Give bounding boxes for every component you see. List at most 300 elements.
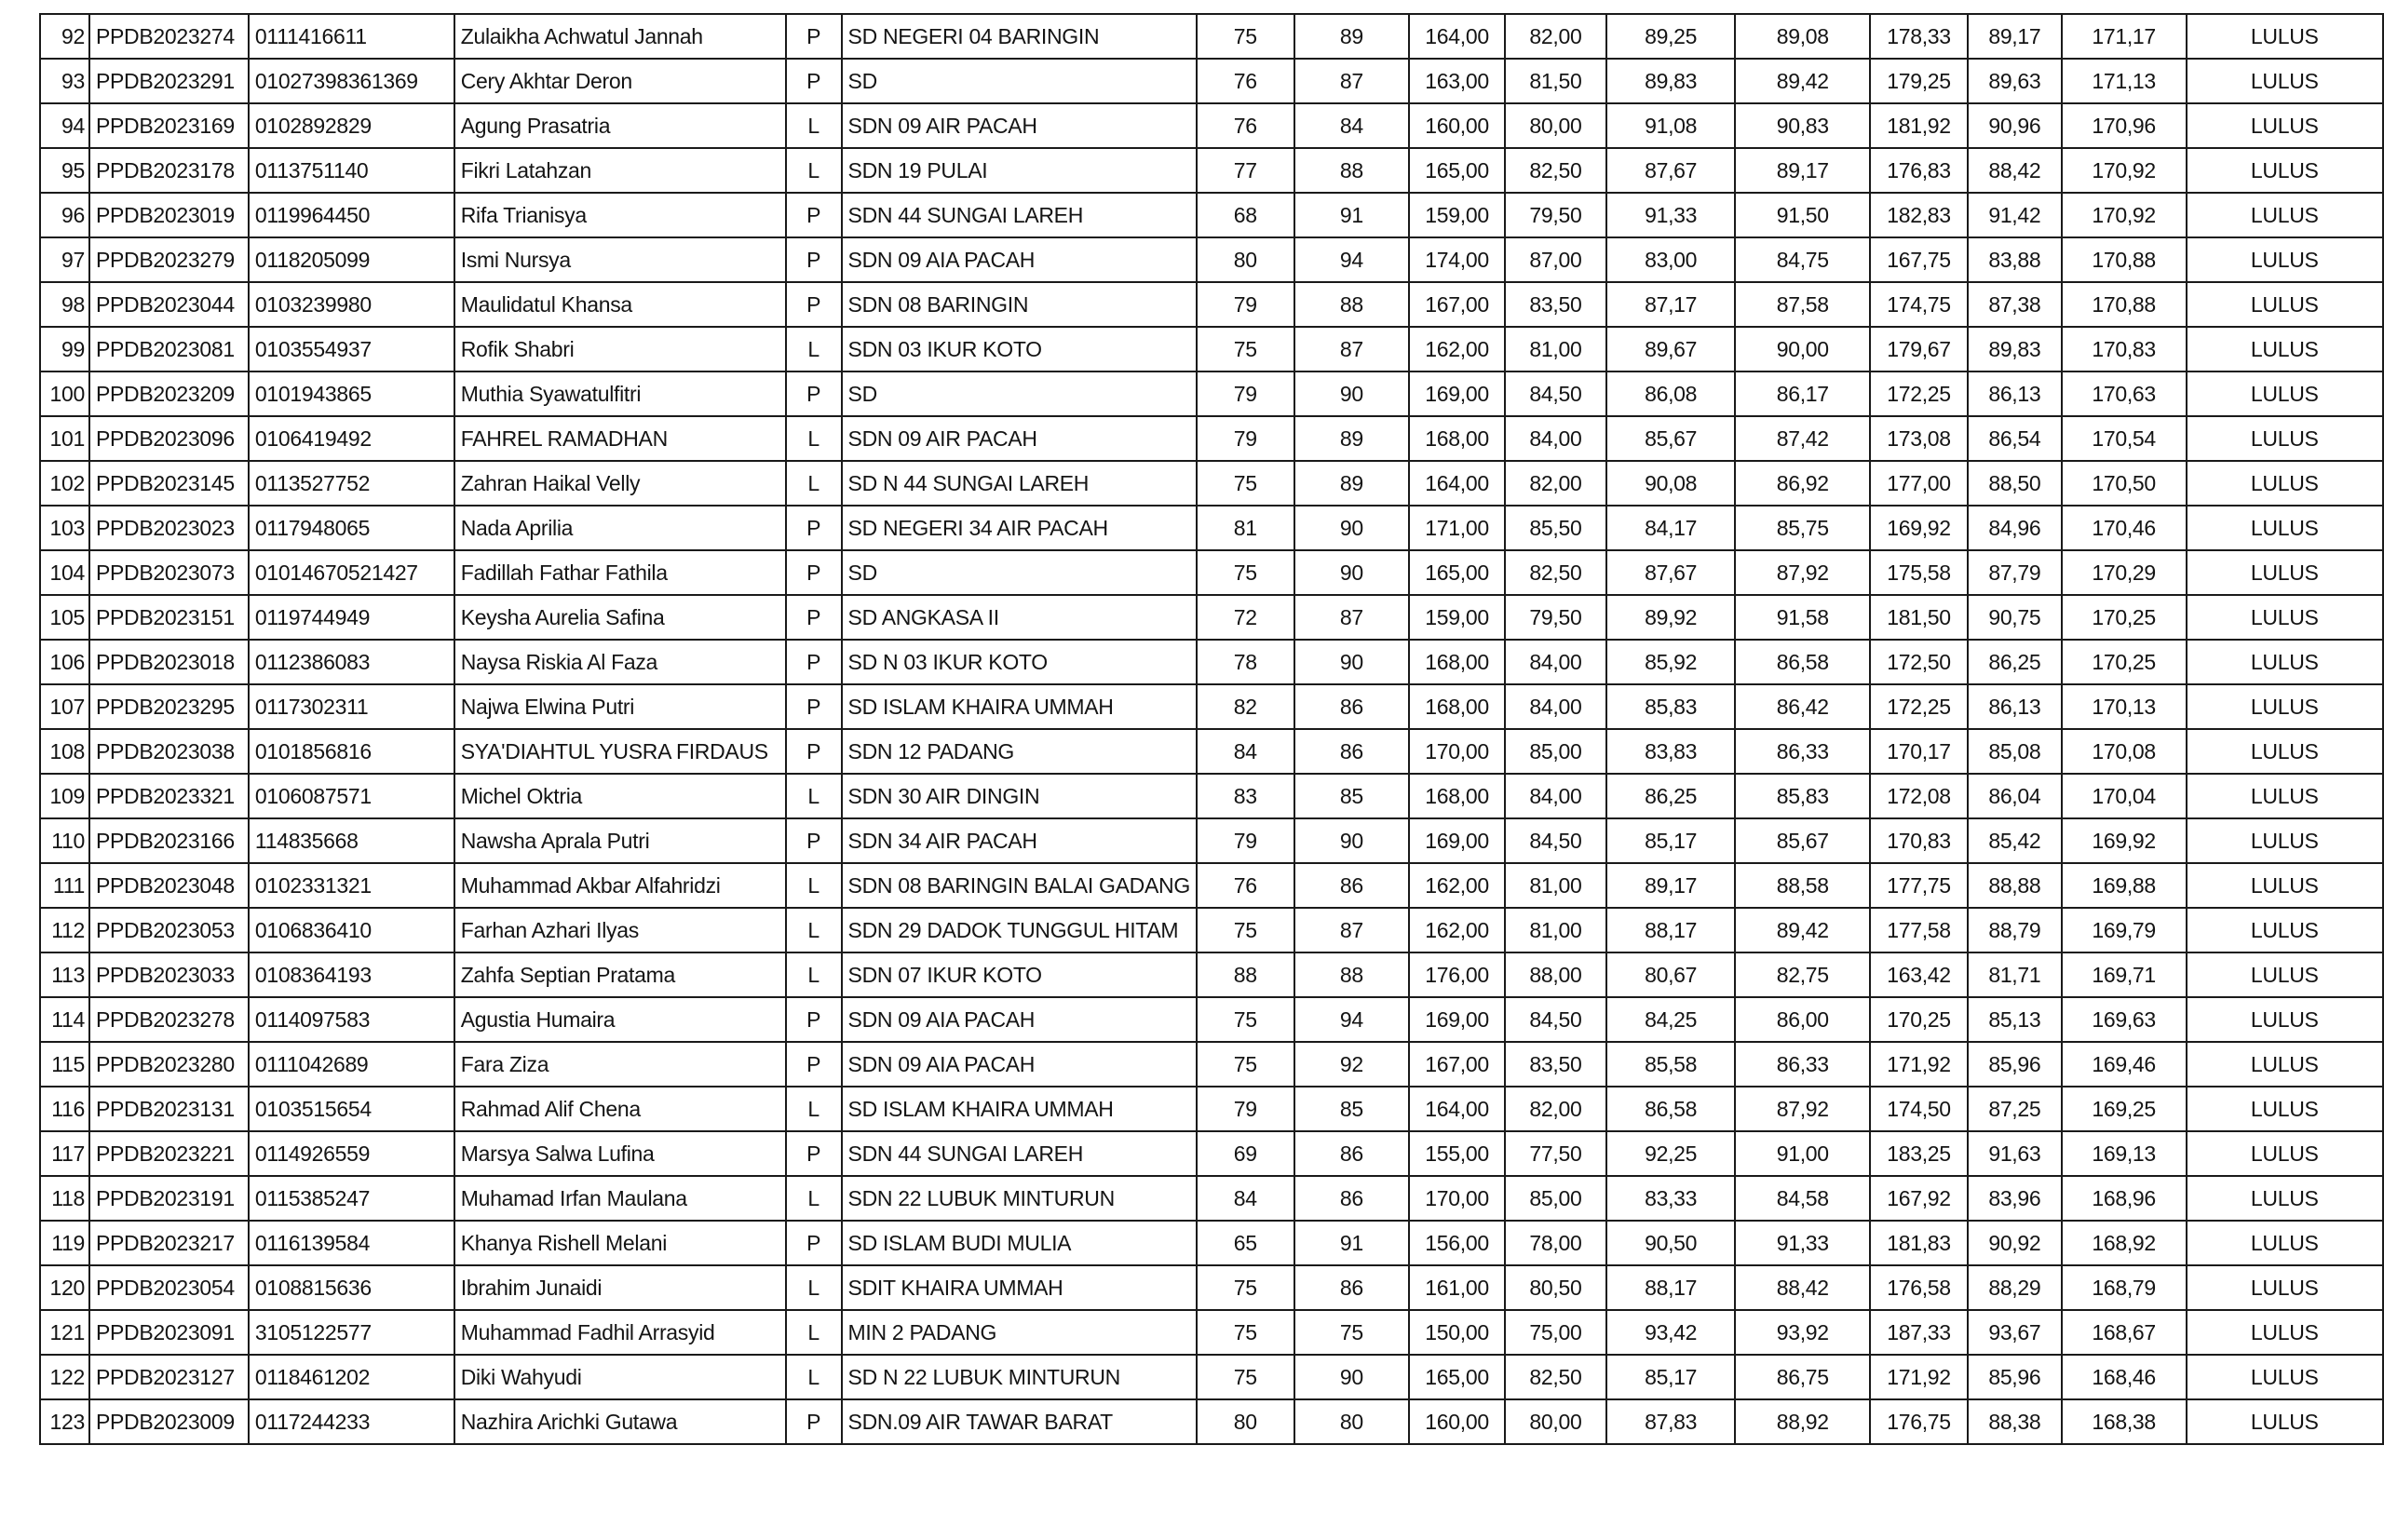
score-3-cell: 89,25 — [1606, 14, 1736, 59]
score-1-cell: 88 — [1197, 952, 1294, 997]
registration-id-cell: PPDB2023169 — [89, 103, 249, 148]
score-total-2-cell: 183,25 — [1870, 1131, 1968, 1176]
registration-id-cell: PPDB2023096 — [89, 416, 249, 461]
table-row — [40, 237, 2383, 282]
registration-id-cell: PPDB2023019 — [89, 193, 249, 237]
student-name-cell: Diki Wahyudi — [454, 1355, 786, 1399]
final-score-cell: 170,04 — [2062, 774, 2187, 818]
score-total-1-cell: 168,00 — [1409, 640, 1505, 684]
nisn-cell: 0117244233 — [249, 1399, 454, 1444]
registration-id-cell: PPDB2023295 — [89, 684, 249, 729]
score-2-cell: 94 — [1294, 997, 1410, 1042]
score-total-2-cell: 169,92 — [1870, 506, 1968, 550]
table-row — [40, 774, 2383, 818]
origin-school-cell: SDN 08 BARINGIN BALAI GADANG — [842, 863, 1197, 908]
score-total-2-cell: 172,08 — [1870, 774, 1968, 818]
score-total-2-cell: 177,00 — [1870, 461, 1968, 506]
gender-cell: P — [786, 550, 842, 595]
gender-cell: P — [786, 997, 842, 1042]
table-row — [40, 1399, 2383, 1444]
score-2-cell: 86 — [1294, 1265, 1410, 1310]
status-cell: LULUS — [2187, 774, 2383, 818]
score-average-1-cell: 82,50 — [1505, 1355, 1606, 1399]
score-average-2-cell: 90,96 — [1968, 103, 2062, 148]
registration-id-cell: PPDB2023278 — [89, 997, 249, 1042]
student-name-cell: Marsya Salwa Lufina — [454, 1131, 786, 1176]
score-4-cell: 86,17 — [1735, 371, 1870, 416]
nisn-cell: 114835668 — [249, 818, 454, 863]
nisn-cell: 0119964450 — [249, 193, 454, 237]
score-total-2-cell: 170,17 — [1870, 729, 1968, 774]
score-total-2-cell: 167,92 — [1870, 1176, 1968, 1221]
score-4-cell: 89,42 — [1735, 908, 1870, 952]
score-average-2-cell: 88,29 — [1968, 1265, 2062, 1310]
score-total-1-cell: 170,00 — [1409, 729, 1505, 774]
score-4-cell: 85,83 — [1735, 774, 1870, 818]
score-total-2-cell: 179,25 — [1870, 59, 1968, 103]
student-name-cell: Farhan Azhari Ilyas — [454, 908, 786, 952]
origin-school-cell: SD ISLAM KHAIRA UMMAH — [842, 684, 1197, 729]
score-average-2-cell: 85,96 — [1968, 1042, 2062, 1087]
score-average-1-cell: 80,00 — [1505, 103, 1606, 148]
score-3-cell: 89,17 — [1606, 863, 1736, 908]
score-total-1-cell: 171,00 — [1409, 506, 1505, 550]
gender-cell: P — [786, 818, 842, 863]
score-average-1-cell: 81,00 — [1505, 908, 1606, 952]
nisn-cell: 0101856816 — [249, 729, 454, 774]
score-average-2-cell: 91,63 — [1968, 1131, 2062, 1176]
score-1-cell: 76 — [1197, 103, 1294, 148]
score-3-cell: 83,33 — [1606, 1176, 1736, 1221]
score-total-1-cell: 162,00 — [1409, 908, 1505, 952]
score-total-1-cell: 150,00 — [1409, 1310, 1505, 1355]
score-1-cell: 75 — [1197, 1310, 1294, 1355]
gender-cell: P — [786, 14, 842, 59]
row-number-cell: 93 — [40, 59, 89, 103]
origin-school-cell: SDN 22 LUBUK MINTURUN — [842, 1176, 1197, 1221]
gender-cell: L — [786, 461, 842, 506]
table-row — [40, 1221, 2383, 1265]
status-cell: LULUS — [2187, 237, 2383, 282]
student-name-cell: Maulidatul Khansa — [454, 282, 786, 327]
student-name-cell: Michel Oktria — [454, 774, 786, 818]
registration-id-cell: PPDB2023091 — [89, 1310, 249, 1355]
score-average-1-cell: 82,50 — [1505, 148, 1606, 193]
score-total-2-cell: 170,83 — [1870, 818, 1968, 863]
status-cell: LULUS — [2187, 1355, 2383, 1399]
score-3-cell: 85,17 — [1606, 1355, 1736, 1399]
row-number-cell: 109 — [40, 774, 89, 818]
registration-id-cell: PPDB2023033 — [89, 952, 249, 997]
score-4-cell: 86,58 — [1735, 640, 1870, 684]
final-score-cell: 170,96 — [2062, 103, 2187, 148]
score-3-cell: 85,83 — [1606, 684, 1736, 729]
table-row — [40, 416, 2383, 461]
registration-id-cell: PPDB2023166 — [89, 818, 249, 863]
score-total-2-cell: 187,33 — [1870, 1310, 1968, 1355]
student-name-cell: Rifa Trianisya — [454, 193, 786, 237]
score-total-1-cell: 163,00 — [1409, 59, 1505, 103]
score-1-cell: 76 — [1197, 863, 1294, 908]
origin-school-cell: SDN 07 IKUR KOTO — [842, 952, 1197, 997]
registration-id-cell: PPDB2023151 — [89, 595, 249, 640]
student-name-cell: Agung Prasatria — [454, 103, 786, 148]
origin-school-cell: SDN 12 PADANG — [842, 729, 1197, 774]
row-number-cell: 98 — [40, 282, 89, 327]
score-1-cell: 79 — [1197, 818, 1294, 863]
score-total-2-cell: 172,25 — [1870, 371, 1968, 416]
score-2-cell: 90 — [1294, 371, 1410, 416]
score-2-cell: 90 — [1294, 550, 1410, 595]
score-1-cell: 76 — [1197, 59, 1294, 103]
final-score-cell: 170,08 — [2062, 729, 2187, 774]
final-score-cell: 171,17 — [2062, 14, 2187, 59]
score-total-1-cell: 155,00 — [1409, 1131, 1505, 1176]
score-average-2-cell: 88,50 — [1968, 461, 2062, 506]
gender-cell: L — [786, 1310, 842, 1355]
origin-school-cell: SDN 30 AIR DINGIN — [842, 774, 1197, 818]
row-number-cell: 117 — [40, 1131, 89, 1176]
score-3-cell: 87,83 — [1606, 1399, 1736, 1444]
table-row — [40, 1131, 2383, 1176]
status-cell: LULUS — [2187, 550, 2383, 595]
final-score-cell: 170,83 — [2062, 327, 2187, 371]
nisn-cell: 0114097583 — [249, 997, 454, 1042]
student-name-cell: Najwa Elwina Putri — [454, 684, 786, 729]
score-average-2-cell: 87,38 — [1968, 282, 2062, 327]
row-number-cell: 106 — [40, 640, 89, 684]
final-score-cell: 169,46 — [2062, 1042, 2187, 1087]
row-number-cell: 92 — [40, 14, 89, 59]
status-cell: LULUS — [2187, 14, 2383, 59]
student-name-cell: Ismi Nursya — [454, 237, 786, 282]
score-average-1-cell: 82,00 — [1505, 14, 1606, 59]
score-total-2-cell: 181,92 — [1870, 103, 1968, 148]
score-total-2-cell: 174,75 — [1870, 282, 1968, 327]
gender-cell: P — [786, 640, 842, 684]
score-1-cell: 65 — [1197, 1221, 1294, 1265]
row-number-cell: 95 — [40, 148, 89, 193]
score-average-2-cell: 85,96 — [1968, 1355, 2062, 1399]
registration-id-cell: PPDB2023048 — [89, 863, 249, 908]
score-average-1-cell: 87,00 — [1505, 237, 1606, 282]
score-1-cell: 79 — [1197, 1087, 1294, 1131]
student-name-cell: Zulaikha Achwatul Jannah — [454, 14, 786, 59]
student-name-cell: Muthia Syawatulfitri — [454, 371, 786, 416]
registration-id-cell: PPDB2023009 — [89, 1399, 249, 1444]
score-3-cell: 85,17 — [1606, 818, 1736, 863]
score-average-1-cell: 84,50 — [1505, 997, 1606, 1042]
registration-id-cell: PPDB2023274 — [89, 14, 249, 59]
score-total-1-cell: 169,00 — [1409, 371, 1505, 416]
registration-id-cell: PPDB2023023 — [89, 506, 249, 550]
score-total-1-cell: 165,00 — [1409, 148, 1505, 193]
score-average-1-cell: 82,00 — [1505, 461, 1606, 506]
student-name-cell: Fadillah Fathar Fathila — [454, 550, 786, 595]
score-1-cell: 75 — [1197, 1042, 1294, 1087]
score-average-2-cell: 88,42 — [1968, 148, 2062, 193]
score-total-1-cell: 170,00 — [1409, 1176, 1505, 1221]
score-average-2-cell: 93,67 — [1968, 1310, 2062, 1355]
score-average-1-cell: 84,00 — [1505, 640, 1606, 684]
score-4-cell: 84,75 — [1735, 237, 1870, 282]
score-total-2-cell: 181,50 — [1870, 595, 1968, 640]
registration-id-cell: PPDB2023131 — [89, 1087, 249, 1131]
nisn-cell: 0113527752 — [249, 461, 454, 506]
score-2-cell: 84 — [1294, 103, 1410, 148]
final-score-cell: 170,88 — [2062, 237, 2187, 282]
score-2-cell: 91 — [1294, 193, 1410, 237]
score-1-cell: 75 — [1197, 1265, 1294, 1310]
score-1-cell: 75 — [1197, 997, 1294, 1042]
final-score-cell: 170,88 — [2062, 282, 2187, 327]
score-average-1-cell: 83,50 — [1505, 1042, 1606, 1087]
score-total-2-cell: 170,25 — [1870, 997, 1968, 1042]
nisn-cell: 0102892829 — [249, 103, 454, 148]
registration-id-cell: PPDB2023053 — [89, 908, 249, 952]
final-score-cell: 168,67 — [2062, 1310, 2187, 1355]
gender-cell: L — [786, 952, 842, 997]
score-4-cell: 84,58 — [1735, 1176, 1870, 1221]
score-2-cell: 89 — [1294, 461, 1410, 506]
score-average-2-cell: 88,88 — [1968, 863, 2062, 908]
score-2-cell: 88 — [1294, 952, 1410, 997]
score-1-cell: 80 — [1197, 1399, 1294, 1444]
score-2-cell: 89 — [1294, 416, 1410, 461]
origin-school-cell: SDN 09 AIA PACAH — [842, 237, 1197, 282]
row-number-cell: 107 — [40, 684, 89, 729]
gender-cell: P — [786, 684, 842, 729]
score-4-cell: 86,33 — [1735, 729, 1870, 774]
student-name-cell: Fara Ziza — [454, 1042, 786, 1087]
row-number-cell: 99 — [40, 327, 89, 371]
score-total-2-cell: 176,58 — [1870, 1265, 1968, 1310]
gender-cell: P — [786, 1221, 842, 1265]
score-4-cell: 91,50 — [1735, 193, 1870, 237]
nisn-cell: 0115385247 — [249, 1176, 454, 1221]
final-score-cell: 171,13 — [2062, 59, 2187, 103]
student-name-cell: Agustia Humaira — [454, 997, 786, 1042]
score-average-1-cell: 84,50 — [1505, 371, 1606, 416]
score-3-cell: 89,67 — [1606, 327, 1736, 371]
score-average-2-cell: 85,42 — [1968, 818, 2062, 863]
table-row — [40, 1310, 2383, 1355]
row-number-cell: 97 — [40, 237, 89, 282]
score-total-1-cell: 169,00 — [1409, 818, 1505, 863]
results-sheet — [39, 13, 2384, 1445]
origin-school-cell: SDN 09 AIA PACAH — [842, 997, 1197, 1042]
score-average-2-cell: 86,54 — [1968, 416, 2062, 461]
student-name-cell: Rahmad Alif Chena — [454, 1087, 786, 1131]
score-2-cell: 90 — [1294, 1355, 1410, 1399]
origin-school-cell: SDN 09 AIR PACAH — [842, 416, 1197, 461]
origin-school-cell: SDN 34 AIR PACAH — [842, 818, 1197, 863]
score-3-cell: 91,08 — [1606, 103, 1736, 148]
gender-cell: L — [786, 908, 842, 952]
score-total-2-cell: 181,83 — [1870, 1221, 1968, 1265]
score-total-1-cell: 164,00 — [1409, 1087, 1505, 1131]
score-total-1-cell: 159,00 — [1409, 595, 1505, 640]
score-1-cell: 84 — [1197, 1176, 1294, 1221]
score-total-2-cell: 175,58 — [1870, 550, 1968, 595]
row-number-cell: 96 — [40, 193, 89, 237]
table-row — [40, 148, 2383, 193]
score-average-1-cell: 75,00 — [1505, 1310, 1606, 1355]
score-3-cell: 85,67 — [1606, 416, 1736, 461]
row-number-cell: 115 — [40, 1042, 89, 1087]
final-score-cell: 170,29 — [2062, 550, 2187, 595]
score-1-cell: 75 — [1197, 1355, 1294, 1399]
score-4-cell: 87,58 — [1735, 282, 1870, 327]
final-score-cell: 168,92 — [2062, 1221, 2187, 1265]
score-3-cell: 90,08 — [1606, 461, 1736, 506]
results-table — [39, 13, 2384, 1445]
origin-school-cell: MIN 2 PADANG — [842, 1310, 1197, 1355]
score-average-2-cell: 86,04 — [1968, 774, 2062, 818]
student-name-cell: Muhammad Fadhil Arrasyid — [454, 1310, 786, 1355]
table-row — [40, 282, 2383, 327]
score-total-1-cell: 164,00 — [1409, 14, 1505, 59]
student-name-cell: SYA'DIAHTUL YUSRA FIRDAUS — [454, 729, 786, 774]
score-2-cell: 91 — [1294, 1221, 1410, 1265]
origin-school-cell: SD — [842, 371, 1197, 416]
table-row — [40, 103, 2383, 148]
final-score-cell: 170,25 — [2062, 595, 2187, 640]
score-3-cell: 92,25 — [1606, 1131, 1736, 1176]
score-total-2-cell: 163,42 — [1870, 952, 1968, 997]
score-2-cell: 87 — [1294, 327, 1410, 371]
table-row — [40, 595, 2383, 640]
score-total-1-cell: 160,00 — [1409, 1399, 1505, 1444]
score-4-cell: 85,67 — [1735, 818, 1870, 863]
origin-school-cell: SDN 44 SUNGAI LAREH — [842, 193, 1197, 237]
score-average-1-cell: 79,50 — [1505, 193, 1606, 237]
score-average-1-cell: 84,50 — [1505, 818, 1606, 863]
origin-school-cell: SD ANGKASA II — [842, 595, 1197, 640]
score-3-cell: 89,83 — [1606, 59, 1736, 103]
score-total-1-cell: 167,00 — [1409, 282, 1505, 327]
score-1-cell: 77 — [1197, 148, 1294, 193]
table-row — [40, 952, 2383, 997]
origin-school-cell: SDN 19 PULAI — [842, 148, 1197, 193]
table-row — [40, 1042, 2383, 1087]
final-score-cell: 170,92 — [2062, 148, 2187, 193]
score-4-cell: 87,92 — [1735, 1087, 1870, 1131]
final-score-cell: 169,71 — [2062, 952, 2187, 997]
score-total-1-cell: 168,00 — [1409, 416, 1505, 461]
nisn-cell: 0103515654 — [249, 1087, 454, 1131]
score-total-1-cell: 159,00 — [1409, 193, 1505, 237]
score-3-cell: 86,58 — [1606, 1087, 1736, 1131]
score-4-cell: 86,42 — [1735, 684, 1870, 729]
score-average-1-cell: 81,00 — [1505, 863, 1606, 908]
score-1-cell: 75 — [1197, 908, 1294, 952]
nisn-cell: 0106087571 — [249, 774, 454, 818]
score-3-cell: 80,67 — [1606, 952, 1736, 997]
gender-cell: L — [786, 863, 842, 908]
score-total-1-cell: 162,00 — [1409, 327, 1505, 371]
score-3-cell: 86,08 — [1606, 371, 1736, 416]
score-4-cell: 86,75 — [1735, 1355, 1870, 1399]
student-name-cell: Nazhira Arichki Gutawa — [454, 1399, 786, 1444]
registration-id-cell: PPDB2023073 — [89, 550, 249, 595]
origin-school-cell: SD NEGERI 34 AIR PACAH — [842, 506, 1197, 550]
student-name-cell: Zahfa Septian Pratama — [454, 952, 786, 997]
registration-id-cell: PPDB2023054 — [89, 1265, 249, 1310]
table-row — [40, 1176, 2383, 1221]
registration-id-cell: PPDB2023145 — [89, 461, 249, 506]
row-number-cell: 105 — [40, 595, 89, 640]
registration-id-cell: PPDB2023178 — [89, 148, 249, 193]
score-4-cell: 82,75 — [1735, 952, 1870, 997]
score-1-cell: 81 — [1197, 506, 1294, 550]
row-number-cell: 112 — [40, 908, 89, 952]
score-4-cell: 89,42 — [1735, 59, 1870, 103]
score-1-cell: 82 — [1197, 684, 1294, 729]
score-2-cell: 92 — [1294, 1042, 1410, 1087]
origin-school-cell: SD ISLAM KHAIRA UMMAH — [842, 1087, 1197, 1131]
table-row — [40, 14, 2383, 59]
status-cell: LULUS — [2187, 1131, 2383, 1176]
row-number-cell: 114 — [40, 997, 89, 1042]
gender-cell: L — [786, 1355, 842, 1399]
score-average-2-cell: 86,13 — [1968, 371, 2062, 416]
score-average-2-cell: 89,83 — [1968, 327, 2062, 371]
table-row — [40, 550, 2383, 595]
score-4-cell: 87,42 — [1735, 416, 1870, 461]
final-score-cell: 170,63 — [2062, 371, 2187, 416]
score-average-1-cell: 80,50 — [1505, 1265, 1606, 1310]
score-average-1-cell: 78,00 — [1505, 1221, 1606, 1265]
final-score-cell: 169,92 — [2062, 818, 2187, 863]
table-row — [40, 1265, 2383, 1310]
score-2-cell: 88 — [1294, 148, 1410, 193]
score-average-2-cell: 83,88 — [1968, 237, 2062, 282]
table-row — [40, 1087, 2383, 1131]
score-average-1-cell: 82,50 — [1505, 550, 1606, 595]
score-3-cell: 93,42 — [1606, 1310, 1736, 1355]
final-score-cell: 168,79 — [2062, 1265, 2187, 1310]
gender-cell: P — [786, 1042, 842, 1087]
row-number-cell: 113 — [40, 952, 89, 997]
nisn-cell: 0118461202 — [249, 1355, 454, 1399]
status-cell: LULUS — [2187, 595, 2383, 640]
score-total-2-cell: 167,75 — [1870, 237, 1968, 282]
score-total-2-cell: 182,83 — [1870, 193, 1968, 237]
table-row — [40, 1355, 2383, 1399]
score-average-1-cell: 85,50 — [1505, 506, 1606, 550]
origin-school-cell: SDN 09 AIR PACAH — [842, 103, 1197, 148]
score-2-cell: 94 — [1294, 237, 1410, 282]
final-score-cell: 169,63 — [2062, 997, 2187, 1042]
table-row — [40, 461, 2383, 506]
origin-school-cell: SDN.09 AIR TAWAR BARAT — [842, 1399, 1197, 1444]
score-average-1-cell: 84,00 — [1505, 684, 1606, 729]
table-row — [40, 327, 2383, 371]
score-4-cell: 88,42 — [1735, 1265, 1870, 1310]
origin-school-cell: SDN 44 SUNGAI LAREH — [842, 1131, 1197, 1176]
origin-school-cell: SDIT KHAIRA UMMAH — [842, 1265, 1197, 1310]
registration-id-cell: PPDB2023044 — [89, 282, 249, 327]
origin-school-cell: SD NEGERI 04 BARINGIN — [842, 14, 1197, 59]
status-cell: LULUS — [2187, 506, 2383, 550]
status-cell: LULUS — [2187, 640, 2383, 684]
gender-cell: P — [786, 237, 842, 282]
origin-school-cell: SDN 09 AIA PACAH — [842, 1042, 1197, 1087]
nisn-cell: 0117948065 — [249, 506, 454, 550]
table-row — [40, 818, 2383, 863]
score-3-cell: 86,25 — [1606, 774, 1736, 818]
